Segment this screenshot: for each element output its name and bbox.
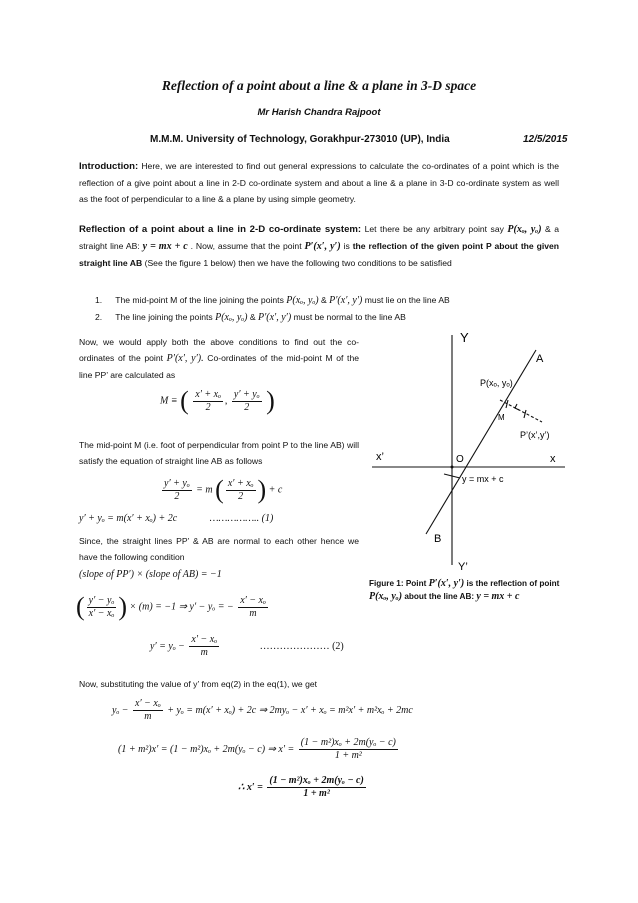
affiliation: M.M.M. University of Technology, Gorakhpur-273010 (UP), India xyxy=(150,134,450,145)
date: 12/5/2015 xyxy=(523,134,568,145)
condition-amp: & xyxy=(249,312,256,322)
origin-point xyxy=(451,466,454,469)
right-angle xyxy=(515,404,519,410)
section-text3: . Now, assume that the point xyxy=(190,241,302,251)
fraction: $\frac{\text{(1 − m²)xₒ + 2m(yₒ − c)}}{\text{1 + m²}}$ xyxy=(300,737,396,761)
equation-1 xyxy=(79,513,273,524)
condition-text: must be normal to the line AB xyxy=(293,312,406,322)
point-p: P(xₒ, yₒ) xyxy=(507,224,542,235)
eq-text: + c xyxy=(268,484,283,496)
condition-point: P′(x′, y′) xyxy=(329,295,363,306)
final-equation xyxy=(238,775,368,800)
eq-text: M ≡ xyxy=(160,395,178,407)
fraction: $\frac{\text{x′ − xₒ}}{m}$ xyxy=(191,634,218,658)
fraction: $\frac{\text{y′ − yₒ}}{\text{x′ − xₒ}}$ xyxy=(88,594,115,619)
midpoint-equation: M ≡ ( $\frac{\text{x′ + xₒ}}{2}$ , $\frac{\text{y′ + yₒ}}{2}$ ) xyxy=(160,386,275,415)
condition-text: must lie on the line AB xyxy=(364,295,450,305)
fraction: $\frac{\text{x′ + xₒ}}{2}$ xyxy=(195,388,221,413)
slope-equation: ( $\frac{\text{y′ − yₒ}}{\text{x′ − xₒ}}$ ) × (m) = −1 ⇒ y′ − yₒ = − $\frac{\text{x′ − xₒ}}{m}$ xyxy=(76,592,266,621)
eq-text: + yₒ = m(x′ + xₒ) + 2c ⇒ 2myₒ − x′ + xₒ = m²x′ + m²xₒ + 2mc xyxy=(167,704,413,716)
section-text1: Let there be any arbitrary point say xyxy=(364,224,504,234)
fraction: $\frac{\text{y′ + yₒ}}{2}$ xyxy=(164,477,190,502)
point-p-prime: P′(x′, y′). xyxy=(166,353,204,364)
section-text5: (See the figure 1 below) then we have the following two conditions to be satisfied xyxy=(144,258,452,268)
fraction: $\frac{\text{y′ + yₒ}}{2}$ xyxy=(233,388,260,413)
caption-text: is the reflection of point xyxy=(466,579,560,588)
section-text4: is xyxy=(343,241,350,251)
section-paragraph xyxy=(79,221,559,271)
condition-point: P(xₒ, yₒ) xyxy=(215,312,248,323)
left-paragraph-3: Since, the straight lines PP’ & AB are normal to each other hence we have the following condition xyxy=(79,536,359,562)
caption-point: P(xₒ, yₒ) xyxy=(369,591,403,602)
tick-2 xyxy=(524,410,526,418)
left-text: Now, we would apply both the above conditions to find out the co-ordinates of the point xyxy=(79,337,359,363)
line-eq: y = mx + c xyxy=(142,241,188,252)
left-paragraph-2: The mid-point M (i.e. foot of perpendicular from point P to the line AB) will satisfy the equation of straight line AB as follows xyxy=(79,440,359,466)
fraction: $\frac{\text{x′ − xₒ}}{m}$ xyxy=(240,594,266,619)
figure-caption xyxy=(369,577,569,603)
caption-text: Figure 1: Point xyxy=(369,579,427,588)
fraction: $\frac{\text{x′ − xₒ}}{m}$ xyxy=(135,698,161,722)
label-origin: O xyxy=(456,454,464,465)
paper-title: Reflection of a point about a line & a plane in 3-D space xyxy=(161,78,477,93)
condition-text: The mid-point M of the line joining the points xyxy=(115,295,284,305)
substitution-equation xyxy=(112,698,413,723)
eq-text: × (m) = −1 ⇒ y′ − yₒ = − xyxy=(129,601,234,613)
section-bold: the reflection of the given point P about the given straight line AB xyxy=(79,241,560,268)
tick-1 xyxy=(506,400,508,408)
condition-amp: & xyxy=(321,295,327,305)
condition-item xyxy=(95,292,450,309)
caption-text: about the line AB: xyxy=(404,592,475,601)
left-paragraph-4: Now, substituting the value of y’ from eq(2) in the eq(1), we get xyxy=(79,679,318,689)
label-line-eq: y = mx + c xyxy=(462,474,504,484)
eq-tag: …………….. (1) xyxy=(209,513,274,524)
label-y: Y xyxy=(460,330,469,345)
eq-text: yₒ − xyxy=(112,704,129,716)
eq-text: = m xyxy=(196,484,213,496)
eq-text: (1 + m²)x′ = (1 − m²)xₒ + 2m(yₒ − c) ⇒ x′ = xyxy=(118,743,295,755)
label-m: M xyxy=(498,413,505,422)
label-a: A xyxy=(536,353,544,365)
eq-text: y′ + yₒ = m(x′ + xₒ) + 2c xyxy=(79,513,178,524)
label-p-prime: P’(x’,y’) xyxy=(520,430,550,440)
label-x-neg: x’ xyxy=(376,451,384,463)
fraction: $\frac{\text{x′ + xₒ}}{2}$ xyxy=(227,477,254,502)
label-p: P(xₒ, yₒ) xyxy=(480,378,513,388)
figure-1 xyxy=(368,330,568,572)
left-text: Co-ordinates of the mid-point M of the line PP’ are calculated as xyxy=(79,353,360,380)
condition-number: 2. xyxy=(95,312,103,322)
label-y-neg: Y’ xyxy=(458,561,468,572)
condition-text: The line joining the points xyxy=(115,312,213,322)
line-substitution-equation: $\frac{\text{y′ + yₒ}}{2}$ = m ( $\frac{\text{x′ + xₒ}}{2}$ ) + c xyxy=(164,475,283,504)
label-x: x xyxy=(550,453,556,465)
equation-2 xyxy=(150,634,344,659)
left-paragraph-1 xyxy=(79,334,359,383)
condition-item xyxy=(95,309,450,326)
intro-lead: Introduction: xyxy=(79,161,139,172)
eq-text: y′ = yₒ − xyxy=(150,640,185,652)
fraction: $\frac{\text{(1 − m²)xₒ + 2m(yₒ − c)}}{\text{1 + m²}}$ xyxy=(269,775,364,799)
perpendicular-pp xyxy=(500,400,542,422)
intro-text: Here, we are interested to find out general expressions to calculate the co-ordinates of a point which is the reflection of a give point about a line in 2-D co-ordinate system and about a line & a plane in 3-D co-ordinate system as well as the foot of perpendicular to a line & a plane by using simple geometry. xyxy=(79,161,559,204)
caption-point: P′(x′, y′) xyxy=(428,578,465,589)
section-text2: & a straight line AB: xyxy=(79,224,559,251)
section-lead: Reflection of a point about a line in 2-D co-ordinate system: xyxy=(79,224,362,235)
condition-number: 1. xyxy=(95,295,103,305)
label-b: B xyxy=(434,533,442,545)
eq-tag: ………………… (2) xyxy=(259,640,344,652)
slope-condition: (slope of PP′) × (slope of AB) = −1 xyxy=(79,569,222,580)
point-p-prime: P′(x′, y′) xyxy=(304,241,341,252)
condition-point: P(xₒ, yₒ) xyxy=(286,295,319,306)
rearranged-equation xyxy=(118,737,400,762)
eq-text: ∴ x′ = xyxy=(238,781,263,793)
author-name: Mr Harish Chandra Rajpoot xyxy=(257,107,381,118)
intro-paragraph xyxy=(79,158,559,207)
conditions-list xyxy=(95,292,450,326)
condition-point: P′(x′, y′) xyxy=(257,312,292,323)
caption-eq: y = mx + c xyxy=(476,591,520,602)
